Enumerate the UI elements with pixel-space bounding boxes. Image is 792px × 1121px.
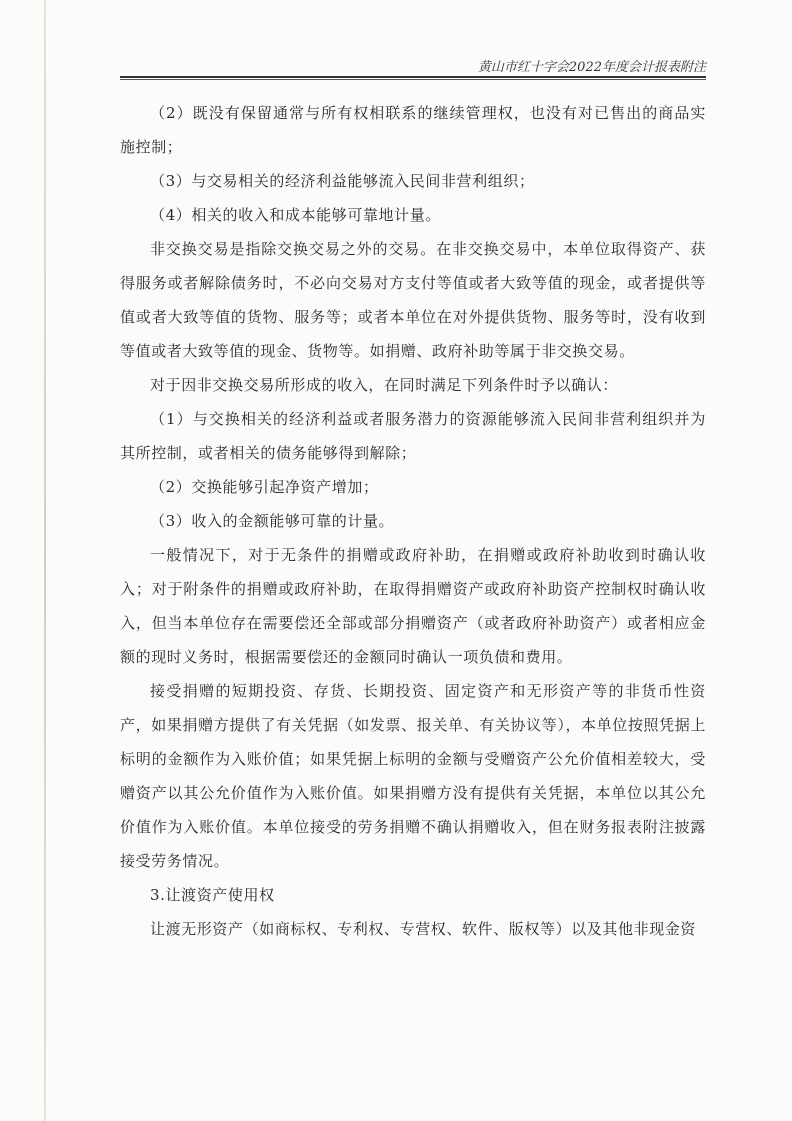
asset-use-rights-paragraph: 让渡无形资产（如商标权、专利权、专营权、软件、版权等）以及其他非现金资 xyxy=(150,920,697,938)
non-exchange-condition-2: （2）交换能够引起净资产增加； xyxy=(150,478,379,496)
clause-4-measurement: （4）相关的收入和成本能够可靠地计量。 xyxy=(150,206,441,224)
non-exchange-definition: 非交换交易是指除交换交易之外的交易。在非交换交易中，本单位取得资产、获得服务或者解除债务时，不必向交易对方支付等值或者大致等值的现金，或者提供等值或者大致等值的货物、服务等；或者本单位在对外提供货物、服务等时，没有收到等值或者大致等值的现金、货物等。如捐赠、政府补助等属于非交换交易。 xyxy=(120,240,706,360)
scan-edge-shadow xyxy=(44,0,46,1121)
donation-subsidy-recognition: 一般情况下，对于无条件的捐赠或政府补助，在捐赠或政府补助收到时确认收入；对于附条件的捐赠或政府补助，在取得捐赠资产或政府补助资产控制权时确认收入，但当本单位存在需要偿还全部或部分捐赠资产（或者政府补助资产）或者相应金额的现时义务时，根据需要偿还的金额同时确认一项负债和费用。 xyxy=(120,546,706,666)
non-monetary-donation-paragraph: 接受捐赠的短期投资、存货、长期投资、固定资产和无形资产等的非货币性资产，如果捐赠方提供了有关凭据（如发票、报关单、有关协议等），本单位按照凭据上标明的金额作为入账价值；如果凭据上标明的金额与受赠资产公允价值相差较大，受赠资产以其公允价值作为入账价值。如果捐赠方没有提供有关凭据，本单位以其公允价值作为入账价值。本单位接受的劳务捐赠不确认捐赠收入，但在财务报表附注披露接受劳务情况。 xyxy=(120,682,706,870)
header-rule-thick xyxy=(120,76,706,78)
non-exchange-condition-3: （3）收入的金额能够可靠的计量。 xyxy=(150,512,395,530)
non-exchange-condition-1: （1）与交换相关的经济利益或者服务潜力的资源能够流入民间非营利组织并为其所控制，或者相关的债务能够得到解除； xyxy=(120,410,706,462)
clause-3-economic-benefit: （3）与交易相关的经济利益能够流入民间非营利组织； xyxy=(150,172,535,190)
clause-2-control: （2）既没有保留通常与所有权相联系的继续管理权，也没有对已售出的商品实施控制； xyxy=(120,104,706,156)
page-header-title: 黄山市红十字会2022年度会计报表附注 xyxy=(477,60,706,75)
document-body xyxy=(120,96,706,946)
non-exchange-recognition-intro: 对于因非交换交易所形成的收入，在同时满足下列条件时予以确认： xyxy=(150,376,619,394)
section-heading-asset-use-rights: 3.让渡资产使用权 xyxy=(150,886,275,904)
header-rule-thin xyxy=(120,79,706,80)
